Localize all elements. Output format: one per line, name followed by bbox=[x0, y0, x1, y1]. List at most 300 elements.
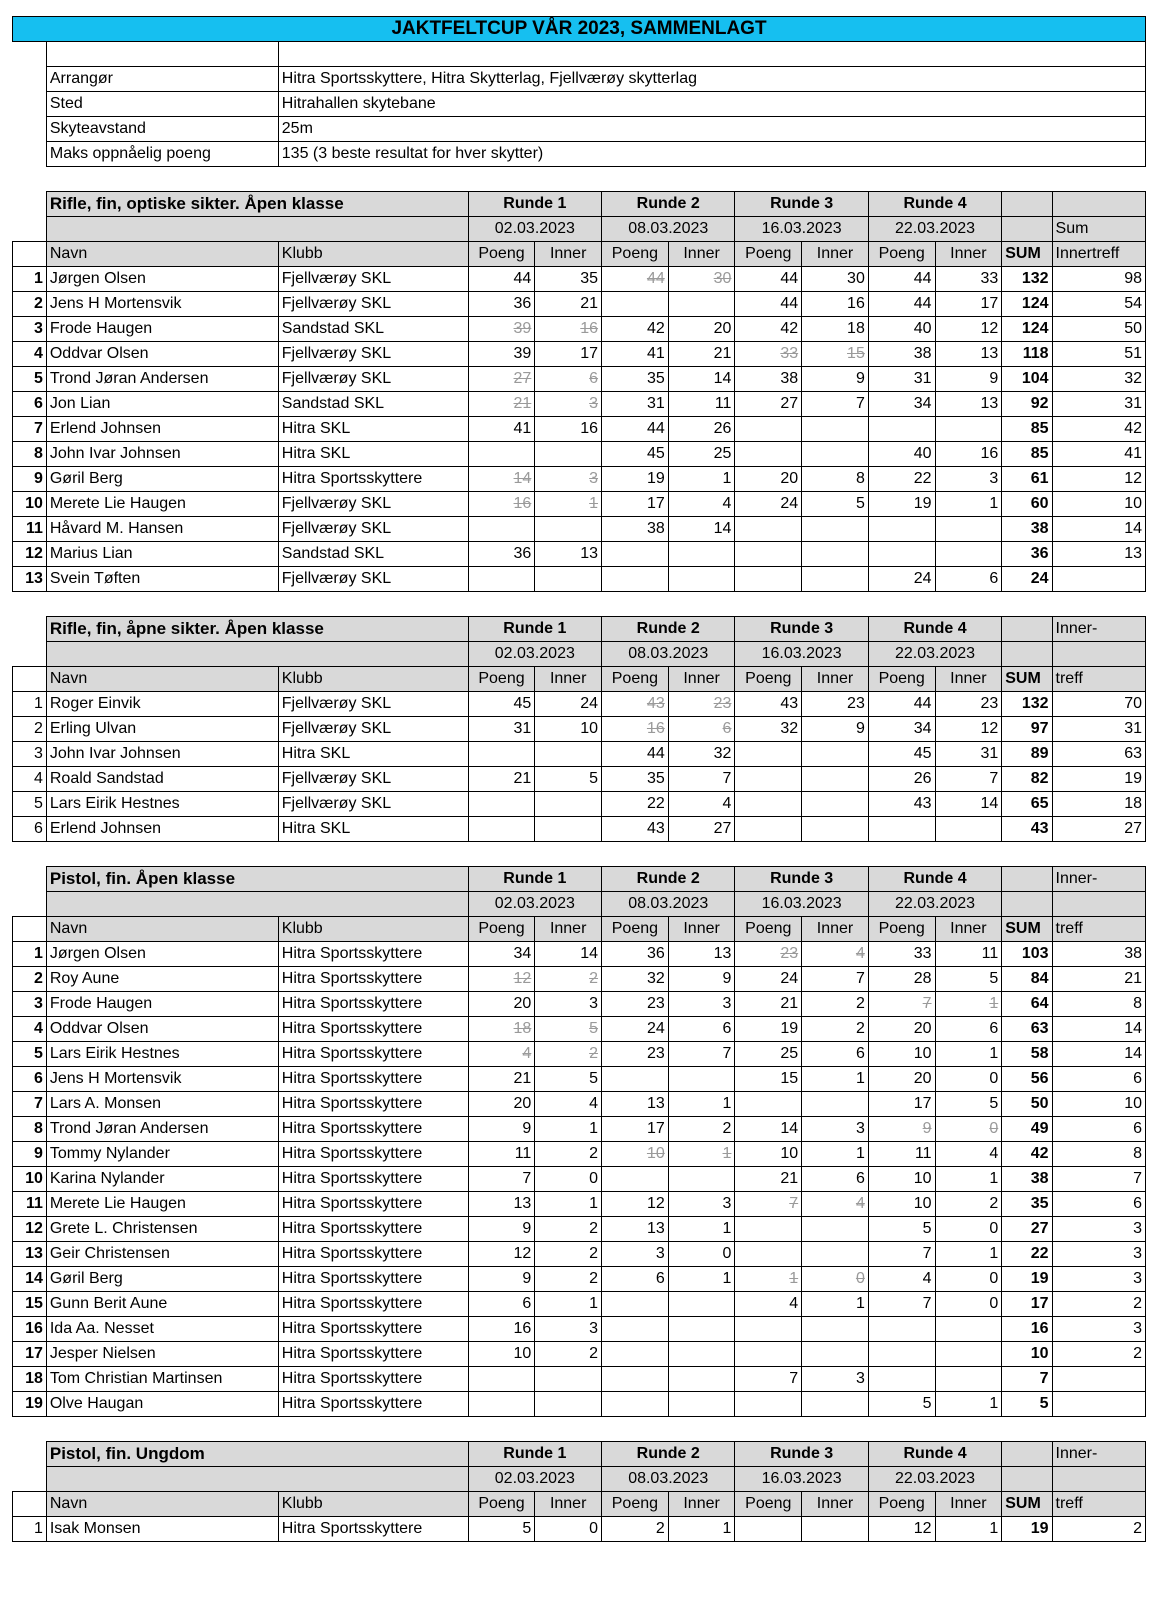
round-date: 02.03.2023 bbox=[468, 892, 601, 917]
points bbox=[468, 517, 535, 542]
inner: 31 bbox=[935, 742, 1002, 767]
rank: 1 bbox=[13, 267, 47, 292]
discarded-points: 27 bbox=[468, 367, 535, 392]
inner bbox=[802, 1217, 869, 1242]
discarded-points: 4 bbox=[468, 1042, 535, 1067]
table-row bbox=[13, 367, 1146, 392]
rank: 18 bbox=[13, 1367, 47, 1392]
club: Hitra Sportsskyttere bbox=[278, 942, 468, 967]
inner: 1 bbox=[935, 1042, 1002, 1067]
points: 38 bbox=[735, 367, 802, 392]
discarded-points: 7 bbox=[868, 992, 935, 1017]
inner: 3 bbox=[802, 1367, 869, 1392]
inner: 13 bbox=[535, 542, 602, 567]
inner: 9 bbox=[802, 717, 869, 742]
table-row bbox=[13, 467, 1146, 492]
points: 44 bbox=[868, 267, 935, 292]
inner-total: 12 bbox=[1052, 467, 1145, 492]
col-poeng: Poeng bbox=[868, 242, 935, 267]
points bbox=[735, 767, 802, 792]
col-poeng: Poeng bbox=[735, 242, 802, 267]
col-inner: Inner bbox=[535, 917, 602, 942]
round-date: 16.03.2023 bbox=[735, 892, 868, 917]
round-label: Runde 3 bbox=[735, 617, 868, 642]
points: 45 bbox=[868, 742, 935, 767]
shooter-name: Oddvar Olsen bbox=[46, 342, 278, 367]
points: 36 bbox=[468, 292, 535, 317]
inner bbox=[535, 792, 602, 817]
shooter-name: Erlend Johnsen bbox=[46, 417, 278, 442]
points: 44 bbox=[602, 417, 669, 442]
round-date: 08.03.2023 bbox=[602, 892, 735, 917]
inner: 5 bbox=[935, 1092, 1002, 1117]
shooter-name: Svein Tøften bbox=[46, 567, 278, 592]
table-row bbox=[13, 1342, 1146, 1367]
club: Fjellværøy SKL bbox=[278, 267, 468, 292]
rank: 13 bbox=[13, 567, 47, 592]
col-poeng: Poeng bbox=[468, 242, 535, 267]
sum: 63 bbox=[1002, 1017, 1052, 1042]
points bbox=[735, 792, 802, 817]
inner: 0 bbox=[535, 1517, 602, 1542]
rank: 2 bbox=[13, 967, 47, 992]
inner-total: 13 bbox=[1052, 542, 1145, 567]
shooter-name: Gøril Berg bbox=[46, 467, 278, 492]
inner-total: 2 bbox=[1052, 1292, 1145, 1317]
discarded-inner: 15 bbox=[802, 342, 869, 367]
rank: 2 bbox=[13, 292, 47, 317]
points bbox=[468, 1367, 535, 1392]
club: Hitra Sportsskyttere bbox=[278, 967, 468, 992]
inner: 14 bbox=[668, 517, 735, 542]
discarded-inner: 5 bbox=[535, 1017, 602, 1042]
inner bbox=[668, 1167, 735, 1192]
inner: 3 bbox=[535, 992, 602, 1017]
inner: 30 bbox=[802, 267, 869, 292]
discarded-inner: 1 bbox=[668, 1142, 735, 1167]
inner: 2 bbox=[935, 1192, 1002, 1217]
col-sum: SUM bbox=[1002, 1492, 1052, 1517]
inner: 10 bbox=[535, 717, 602, 742]
discarded-points: 7 bbox=[735, 1192, 802, 1217]
points: 7 bbox=[868, 1242, 935, 1267]
points bbox=[735, 1242, 802, 1267]
round-label: Runde 4 bbox=[868, 867, 1001, 892]
table-row bbox=[13, 1242, 1146, 1267]
info-blank bbox=[46, 42, 278, 67]
club: Hitra Sportsskyttere bbox=[278, 1217, 468, 1242]
sum: 65 bbox=[1002, 792, 1052, 817]
discarded-inner: 1 bbox=[535, 492, 602, 517]
inner: 3 bbox=[535, 1317, 602, 1342]
points: 28 bbox=[868, 967, 935, 992]
rank: 7 bbox=[13, 417, 47, 442]
points: 33 bbox=[868, 942, 935, 967]
sum: 103 bbox=[1002, 942, 1052, 967]
inner bbox=[802, 1342, 869, 1367]
shooter-name: Lars Eirik Hestnes bbox=[46, 792, 278, 817]
points: 24 bbox=[868, 567, 935, 592]
discarded-points: 10 bbox=[602, 1142, 669, 1167]
inner: 16 bbox=[535, 417, 602, 442]
sum: 58 bbox=[1002, 1042, 1052, 1067]
points: 10 bbox=[868, 1042, 935, 1067]
inner: 14 bbox=[668, 367, 735, 392]
table-row bbox=[13, 292, 1146, 317]
table-row bbox=[13, 692, 1146, 717]
inner: 23 bbox=[935, 692, 1002, 717]
table-row bbox=[13, 417, 1146, 442]
club: Hitra Sportsskyttere bbox=[278, 992, 468, 1017]
inner-total: 50 bbox=[1052, 317, 1145, 342]
col-poeng: Poeng bbox=[868, 917, 935, 942]
sum: 36 bbox=[1002, 542, 1052, 567]
inner bbox=[535, 517, 602, 542]
points: 10 bbox=[735, 1142, 802, 1167]
inner: 7 bbox=[668, 767, 735, 792]
discarded-points: 39 bbox=[468, 317, 535, 342]
inner: 23 bbox=[802, 692, 869, 717]
sum: 19 bbox=[1002, 1267, 1052, 1292]
club: Hitra Sportsskyttere bbox=[278, 1342, 468, 1367]
table-row bbox=[13, 1217, 1146, 1242]
discarded-inner: 3 bbox=[535, 392, 602, 417]
rank: 3 bbox=[13, 742, 47, 767]
inner: 6 bbox=[802, 1167, 869, 1192]
discarded-inner: 6 bbox=[668, 717, 735, 742]
rank: 14 bbox=[13, 1267, 47, 1292]
discarded-inner: 6 bbox=[535, 367, 602, 392]
shooter-name: Roger Einvik bbox=[46, 692, 278, 717]
points: 44 bbox=[602, 742, 669, 767]
inner: 13 bbox=[935, 342, 1002, 367]
inner: 21 bbox=[535, 292, 602, 317]
rank: 13 bbox=[13, 1242, 47, 1267]
inner-total: 6 bbox=[1052, 1117, 1145, 1142]
shooter-name: Erling Ulvan bbox=[46, 717, 278, 742]
points: 40 bbox=[868, 317, 935, 342]
points bbox=[735, 1092, 802, 1117]
sum: 10 bbox=[1002, 1342, 1052, 1367]
round-label: Runde 2 bbox=[602, 867, 735, 892]
points bbox=[735, 567, 802, 592]
inner: 1 bbox=[668, 1267, 735, 1292]
round-label: Runde 1 bbox=[468, 867, 601, 892]
section-title: Rifle, fin, optiske sikter. Åpen klasse bbox=[46, 192, 468, 217]
inner: 2 bbox=[802, 992, 869, 1017]
round-date: 22.03.2023 bbox=[868, 642, 1001, 667]
points: 7 bbox=[735, 1367, 802, 1392]
column-header bbox=[13, 1492, 1146, 1517]
info-row bbox=[13, 67, 1146, 92]
inner: 9 bbox=[668, 967, 735, 992]
col-inner: Inner bbox=[935, 667, 1002, 692]
col-inner: Inner bbox=[802, 242, 869, 267]
points: 17 bbox=[602, 1117, 669, 1142]
points bbox=[602, 1342, 669, 1367]
points bbox=[735, 442, 802, 467]
inner: 1 bbox=[535, 1192, 602, 1217]
col-poeng: Poeng bbox=[735, 667, 802, 692]
rank: 4 bbox=[13, 342, 47, 367]
sum: 85 bbox=[1002, 417, 1052, 442]
inner bbox=[802, 817, 869, 842]
points: 4 bbox=[735, 1292, 802, 1317]
table-row bbox=[13, 392, 1146, 417]
points: 34 bbox=[468, 942, 535, 967]
sum: 82 bbox=[1002, 767, 1052, 792]
inner: 1 bbox=[935, 1242, 1002, 1267]
points: 43 bbox=[735, 692, 802, 717]
points: 20 bbox=[868, 1067, 935, 1092]
column-header bbox=[13, 667, 1146, 692]
sum: 50 bbox=[1002, 1092, 1052, 1117]
column-header bbox=[13, 242, 1146, 267]
inner: 0 bbox=[935, 1067, 1002, 1092]
table-row bbox=[13, 767, 1146, 792]
discarded-points: 18 bbox=[468, 1017, 535, 1042]
points: 17 bbox=[602, 492, 669, 517]
sum: 132 bbox=[1002, 692, 1052, 717]
sum: 42 bbox=[1002, 1142, 1052, 1167]
inner bbox=[535, 817, 602, 842]
club: Fjellværøy SKL bbox=[278, 367, 468, 392]
points bbox=[468, 792, 535, 817]
shooter-name: Tommy Nylander bbox=[46, 1142, 278, 1167]
sum: 118 bbox=[1002, 342, 1052, 367]
points: 19 bbox=[602, 467, 669, 492]
sum: 89 bbox=[1002, 742, 1052, 767]
col-inner: Inner bbox=[535, 667, 602, 692]
section-spacer bbox=[13, 167, 1146, 192]
inner-header: Inner- bbox=[1052, 867, 1145, 892]
sum: 92 bbox=[1002, 392, 1052, 417]
shooter-name: Tom Christian Martinsen bbox=[46, 1367, 278, 1392]
club: Hitra Sportsskyttere bbox=[278, 1517, 468, 1542]
points: 22 bbox=[602, 792, 669, 817]
date-header bbox=[13, 1467, 1146, 1492]
points: 24 bbox=[735, 492, 802, 517]
sum: 22 bbox=[1002, 1242, 1052, 1267]
inner-total: 3 bbox=[1052, 1217, 1145, 1242]
col-innertreff: treff bbox=[1052, 917, 1145, 942]
points: 20 bbox=[468, 992, 535, 1017]
inner: 7 bbox=[668, 1042, 735, 1067]
inner: 2 bbox=[535, 1242, 602, 1267]
club: Hitra Sportsskyttere bbox=[278, 1117, 468, 1142]
points: 13 bbox=[602, 1092, 669, 1117]
club: Hitra Sportsskyttere bbox=[278, 1142, 468, 1167]
points: 24 bbox=[735, 967, 802, 992]
inner: 6 bbox=[802, 1042, 869, 1067]
rank: 5 bbox=[13, 367, 47, 392]
points: 7 bbox=[868, 1292, 935, 1317]
inner: 13 bbox=[935, 392, 1002, 417]
col-inner: Inner bbox=[668, 667, 735, 692]
shooter-name: Gøril Berg bbox=[46, 1267, 278, 1292]
inner: 18 bbox=[802, 317, 869, 342]
points: 31 bbox=[868, 367, 935, 392]
inner: 1 bbox=[802, 1067, 869, 1092]
points: 5 bbox=[868, 1392, 935, 1417]
round-label: Runde 1 bbox=[468, 617, 601, 642]
inner bbox=[535, 1392, 602, 1417]
club: Hitra SKL bbox=[278, 742, 468, 767]
rank: 2 bbox=[13, 717, 47, 742]
sum: 5 bbox=[1002, 1392, 1052, 1417]
points: 31 bbox=[602, 392, 669, 417]
rank: 1 bbox=[13, 692, 47, 717]
sum: 56 bbox=[1002, 1067, 1052, 1092]
table-row bbox=[13, 742, 1146, 767]
inner: 8 bbox=[802, 467, 869, 492]
col-inner: Inner bbox=[802, 667, 869, 692]
sum: 64 bbox=[1002, 992, 1052, 1017]
club: Fjellværøy SKL bbox=[278, 292, 468, 317]
inner bbox=[802, 1242, 869, 1267]
discarded-inner: 3 bbox=[535, 467, 602, 492]
points: 44 bbox=[868, 292, 935, 317]
table-row bbox=[13, 267, 1146, 292]
inner-total: 18 bbox=[1052, 792, 1145, 817]
table-row bbox=[13, 1317, 1146, 1342]
points: 44 bbox=[868, 692, 935, 717]
points: 6 bbox=[468, 1292, 535, 1317]
col-poeng: Poeng bbox=[468, 917, 535, 942]
inner: 33 bbox=[935, 267, 1002, 292]
col-poeng: Poeng bbox=[468, 667, 535, 692]
section-spacer bbox=[13, 842, 1146, 867]
shooter-name: Roy Aune bbox=[46, 967, 278, 992]
shooter-name: Isak Monsen bbox=[46, 1517, 278, 1542]
col-poeng: Poeng bbox=[868, 667, 935, 692]
inner-total: 54 bbox=[1052, 292, 1145, 317]
section-title: Pistol, fin. Åpen klasse bbox=[46, 867, 468, 892]
inner: 5 bbox=[802, 492, 869, 517]
inner-total: 51 bbox=[1052, 342, 1145, 367]
info-row bbox=[13, 142, 1146, 167]
sum-header bbox=[1052, 1467, 1145, 1492]
inner bbox=[935, 542, 1002, 567]
inner-total: 41 bbox=[1052, 442, 1145, 467]
discarded-inner: 1 bbox=[935, 992, 1002, 1017]
results-sheet bbox=[12, 16, 1146, 1542]
inner-total: 7 bbox=[1052, 1167, 1145, 1192]
points: 25 bbox=[735, 1042, 802, 1067]
inner bbox=[802, 1517, 869, 1542]
col-navn: Navn bbox=[46, 1492, 278, 1517]
col-klubb: Klubb bbox=[278, 242, 468, 267]
inner bbox=[668, 1367, 735, 1392]
inner: 1 bbox=[668, 1092, 735, 1117]
inner bbox=[668, 567, 735, 592]
points bbox=[735, 1317, 802, 1342]
inner-total: 14 bbox=[1052, 1042, 1145, 1067]
info-value: 135 (3 beste resultat for hver skytter) bbox=[278, 142, 1145, 167]
shooter-name: Lars Eirik Hestnes bbox=[46, 1042, 278, 1067]
points bbox=[468, 817, 535, 842]
points: 34 bbox=[868, 717, 935, 742]
points bbox=[602, 292, 669, 317]
inner bbox=[668, 1292, 735, 1317]
points: 12 bbox=[468, 1242, 535, 1267]
shooter-name: Jesper Nielsen bbox=[46, 1342, 278, 1367]
inner bbox=[802, 1092, 869, 1117]
shooter-name: Marius Lian bbox=[46, 542, 278, 567]
rank: 5 bbox=[13, 1042, 47, 1067]
inner: 0 bbox=[935, 1217, 1002, 1242]
points bbox=[868, 1317, 935, 1342]
inner bbox=[668, 1067, 735, 1092]
inner: 5 bbox=[535, 767, 602, 792]
sum-header bbox=[1052, 642, 1145, 667]
title-row bbox=[13, 17, 1146, 42]
inner: 17 bbox=[935, 292, 1002, 317]
info-label: Arrangør bbox=[46, 67, 278, 92]
inner bbox=[668, 1317, 735, 1342]
points: 39 bbox=[468, 342, 535, 367]
sum: 35 bbox=[1002, 1192, 1052, 1217]
section-header bbox=[13, 617, 1146, 642]
section-title: Pistol, fin. Ungdom bbox=[46, 1442, 468, 1467]
points bbox=[735, 817, 802, 842]
points bbox=[868, 517, 935, 542]
round-label: Runde 2 bbox=[602, 1442, 735, 1467]
points bbox=[735, 1342, 802, 1367]
inner bbox=[668, 1342, 735, 1367]
inner: 1 bbox=[535, 1117, 602, 1142]
table-row bbox=[13, 342, 1146, 367]
inner: 5 bbox=[935, 967, 1002, 992]
shooter-name: Ida Aa. Nesset bbox=[46, 1317, 278, 1342]
round-date: 08.03.2023 bbox=[602, 1467, 735, 1492]
col-poeng: Poeng bbox=[602, 1492, 669, 1517]
shooter-name: Trond Jøran Andersen bbox=[46, 367, 278, 392]
col-poeng: Poeng bbox=[602, 667, 669, 692]
shooter-name: Grete L. Christensen bbox=[46, 1217, 278, 1242]
club: Sandstad SKL bbox=[278, 317, 468, 342]
shooter-name: Frode Haugen bbox=[46, 992, 278, 1017]
col-inner: Inner bbox=[802, 917, 869, 942]
discarded-inner: 2 bbox=[535, 1042, 602, 1067]
inner-total: 21 bbox=[1052, 967, 1145, 992]
rank: 7 bbox=[13, 1092, 47, 1117]
rank: 8 bbox=[13, 1117, 47, 1142]
info-row bbox=[13, 92, 1146, 117]
points: 10 bbox=[868, 1192, 935, 1217]
points: 10 bbox=[868, 1167, 935, 1192]
inner-total: 70 bbox=[1052, 692, 1145, 717]
shooter-name: Geir Christensen bbox=[46, 1242, 278, 1267]
inner-header: Inner- bbox=[1052, 1442, 1145, 1467]
inner: 11 bbox=[935, 942, 1002, 967]
col-poeng: Poeng bbox=[602, 917, 669, 942]
discarded-inner: 2 bbox=[535, 967, 602, 992]
discarded-points: 43 bbox=[602, 692, 669, 717]
points: 9 bbox=[468, 1267, 535, 1292]
inner: 9 bbox=[935, 367, 1002, 392]
shooter-name: Lars A. Monsen bbox=[46, 1092, 278, 1117]
points: 5 bbox=[868, 1217, 935, 1242]
inner-total: 63 bbox=[1052, 742, 1145, 767]
rank: 6 bbox=[13, 392, 47, 417]
points: 44 bbox=[468, 267, 535, 292]
inner: 0 bbox=[935, 1292, 1002, 1317]
points: 14 bbox=[735, 1117, 802, 1142]
rank: 9 bbox=[13, 1142, 47, 1167]
col-klubb: Klubb bbox=[278, 1492, 468, 1517]
inner: 14 bbox=[935, 792, 1002, 817]
